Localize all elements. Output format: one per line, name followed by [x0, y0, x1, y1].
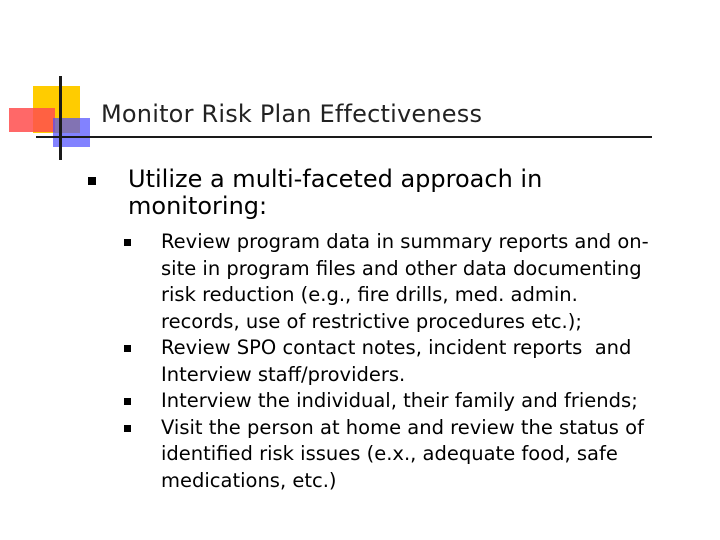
sub-bullet-line: Review program data in summary reports and on- — [161, 230, 649, 253]
sub-bullet-line: identified risk issues (e.x., adequate food, safe — [161, 442, 618, 465]
square-bullet-icon — [88, 177, 96, 185]
title-decoration-red-bar — [9, 108, 55, 132]
title-underline — [36, 136, 652, 138]
sub-bullet-item — [124, 415, 694, 495]
title-decoration-vertical-line — [59, 76, 62, 160]
square-bullet-icon — [124, 425, 131, 432]
sub-bullet-line: Visit the person at home and review the status of — [161, 415, 644, 439]
sub-bullet-line: site in program files and other data documenting — [161, 256, 642, 280]
sub-bullet-item — [124, 335, 694, 388]
sub-bullet-line: medications, etc.) — [161, 468, 337, 492]
main-bullet-line: monitoring: — [128, 192, 268, 220]
main-bullet-line: Utilize a multi-faceted approach in — [128, 165, 543, 193]
square-bullet-icon — [124, 345, 131, 352]
sub-bullet-line: Review SPO contact notes, incident reports and — [161, 336, 632, 359]
main-bullet-text — [128, 166, 648, 220]
main-bullet — [88, 166, 648, 220]
sub-bullet-list — [124, 229, 694, 494]
slide-title: Monitor Risk Plan Effectiveness — [101, 100, 483, 128]
sub-bullet-line: records, use of restrictive procedures etc.); — [161, 309, 582, 333]
square-bullet-icon — [124, 398, 131, 405]
sub-bullet-line: Interview the individual, their family and friends; — [161, 389, 638, 412]
sub-bullet-line: risk reduction (e.g., fire drills, med. admin. — [161, 283, 578, 306]
sub-bullet-item — [124, 229, 694, 335]
square-bullet-icon — [124, 239, 131, 246]
sub-bullet-item — [124, 388, 694, 415]
sub-bullet-line: Interview staff/providers. — [161, 362, 406, 386]
